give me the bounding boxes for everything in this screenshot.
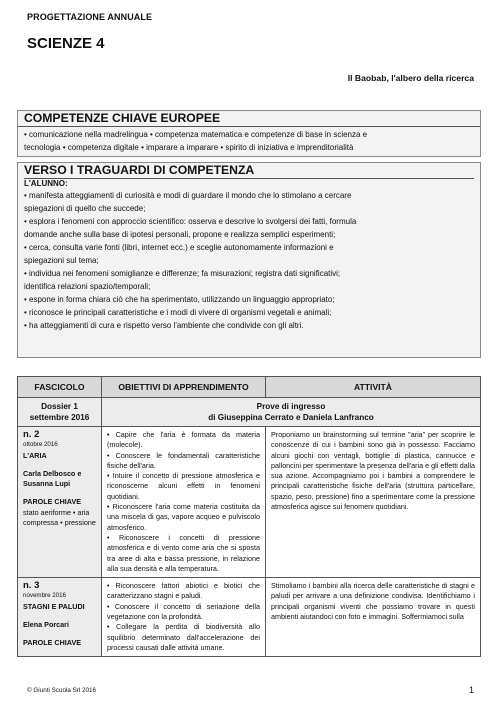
issue-topic: STAGNI E PALUDI xyxy=(23,601,85,611)
competenze-line: tecnologia • competenza digitale • imparare a imparare • spirito di iniziativa e imprenditorialità xyxy=(24,143,354,152)
activity-text: Proponiamo un brainstorming sul termine "aria" per scoprire le conoscenze di cui i bambini sono già in possesso. Facciamo alcuni giochi con ventagli, bottiglie di plastica, cannucce e palloncini per sperimentare la presenza dell'aria e gli effetti dalla sua azione. Accompagniamo poi i bambini a comprendere le principali caratteristiche fisiche dell'aria (struttura particellare, spazio, peso, pressione) fino a sperimentare come la pressione atmosferica agisce sui fenomeni quotidiani. xyxy=(271,430,475,512)
header-obiettivi: OBIETTIVI DI APPRENDIMENTO xyxy=(102,377,266,398)
issue-number: n. 3 xyxy=(23,580,40,592)
keywords-label: PAROLE CHIAVE xyxy=(23,638,82,648)
traguardi-line: • esplora i fenomeni con approccio scientifico: osserva e descrive lo svolgersi dei fatti, formula xyxy=(24,217,357,226)
issue-date: ottobre 2016 xyxy=(23,441,58,449)
objective-item: • Intuire il concetto di pressione atmosferica e riconoscerne alcuni effetti in fenomeni quotidiani. xyxy=(107,471,260,501)
traguardi-line: domande anche sulla base di ipotesi personali, propone e realizza semplici esperimenti; xyxy=(24,230,336,239)
dossier-title: Prove di ingresso xyxy=(256,402,326,411)
objective-item: • Collegare la perdita di biodiversità allo squilibrio determinato dall'accelerazione dei processi causati dalle attività umane. xyxy=(107,622,260,652)
dossier-authors: di Giuseppina Cerrato e Daniela Lanfranco xyxy=(208,413,374,422)
traguardi-line: spiegazioni di quello che succede; xyxy=(24,204,146,213)
traguardi-line: • espone in forma chiara ciò che ha sperimentato, utilizzando un linguaggio appropriato; xyxy=(24,295,335,304)
copyright: © Giunti Scuola Srl 2016 xyxy=(27,687,97,694)
traguardi-line: • ha atteggiamenti di cura e rispetto verso l'ambiente che condivide con gli altri. xyxy=(24,321,304,330)
book-title: Il Baobab, l'albero della ricerca xyxy=(347,73,474,83)
traguardi-subtitle: L'ALUNNO: xyxy=(24,178,474,189)
traguardi-box xyxy=(17,162,481,358)
traguardi-line: • manifesta atteggiamenti di curiosità e modi di guardare il mondo che lo stimolano a cercare xyxy=(24,191,352,200)
fascicolo-cell xyxy=(18,427,102,578)
dossier-label: Dossier 1 xyxy=(41,402,78,411)
traguardi-title: VERSO I TRAGUARDI DI COMPETENZA xyxy=(24,163,255,177)
fascicolo-cell xyxy=(18,578,102,657)
objectives-cell xyxy=(102,578,266,657)
objectives-cell xyxy=(102,427,266,578)
issue-author: Susanna Lupi xyxy=(23,479,71,489)
activity-cell xyxy=(266,427,481,578)
issue-author: Carla Delbosco e xyxy=(23,468,82,478)
keywords: stato aeriforme • aria compressa • pressione xyxy=(23,507,96,528)
header-fascicolo: FASCICOLO xyxy=(18,377,102,398)
issue-author: Elena Porcari xyxy=(23,620,69,630)
page-title: SCIENZE 4 xyxy=(27,35,105,52)
traguardi-line: spiegazioni sul tema; xyxy=(24,256,99,265)
table-row xyxy=(18,427,481,578)
issue-topic: L'ARIA xyxy=(23,450,47,460)
activity-cell xyxy=(266,578,481,657)
objective-item: • Riconoscere i concetti di pressione atmosferica e di vento come aria che si sposta tra aree di alta e bassa pressione, in relazione alla sua densità e alla temperatura. xyxy=(107,532,260,573)
table-header-row xyxy=(18,377,481,398)
dossier-date: settembre 2016 xyxy=(29,413,90,422)
objective-item: • Conoscere le fondamentali caratteristiche fisiche dell'aria. xyxy=(107,450,260,470)
dossier-row xyxy=(18,398,481,427)
activity-text: Stimoliamo i bambini alla ricerca delle caratteristiche di stagni e paludi per arrivare a una definizione condivisa. Identifichiamo i principali organismi viventi che possiamo trovare in questi ambienti aiutandoci con foto e immagini. Soffermiamoci sulla xyxy=(271,581,475,622)
page-number: 1 xyxy=(468,685,474,695)
objective-item: • Conoscere il concetto di seriazione della vegetazione con la profondità. xyxy=(107,601,260,622)
competenze-title: COMPETENZE CHIAVE EUROPEE xyxy=(18,111,480,127)
header-attivita: ATTIVITÀ xyxy=(266,377,481,398)
objective-item: • Riconoscere fattori abiotici e biotici che caratterizzano stagni e paludi. xyxy=(107,581,260,601)
competenze-line: • comunicazione nella madrelingua • competenza matematica e competenze di base in scienza e xyxy=(24,130,368,139)
objective-item: • Capire che l'aria è formata da materia (molecole). xyxy=(107,430,260,450)
fascicoli-table xyxy=(17,376,481,657)
traguardi-line: • cerca, consulta varie fonti (libri, internet ecc.) e sceglie autonomamente informazioni e xyxy=(24,243,334,252)
traguardi-line: identifica relazioni spazio/temporali; xyxy=(24,282,151,291)
objective-item: • Riconoscere l'aria come materia costituita da una miscela di gas, vapore acqueo e pulviscolo atmosferico. xyxy=(107,502,260,532)
competenze-box xyxy=(17,110,481,157)
dossier-title-cell xyxy=(102,398,481,427)
table-row xyxy=(18,578,481,657)
keywords-label: PAROLE CHIAVE xyxy=(23,497,82,507)
traguardi-line: • riconosce le principali caratteristiche e i modi di vivere di organismi vegetali e animali; xyxy=(24,308,332,317)
issue-date: novembre 2016 xyxy=(23,592,66,600)
traguardi-line: • individua nei fenomeni somiglianze e differenze; fa misurazioni; registra dati significativi; xyxy=(24,269,341,278)
header-label: PROGETTAZIONE ANNUALE xyxy=(27,12,153,22)
dossier-cell xyxy=(18,398,102,427)
issue-number: n. 2 xyxy=(23,429,40,440)
